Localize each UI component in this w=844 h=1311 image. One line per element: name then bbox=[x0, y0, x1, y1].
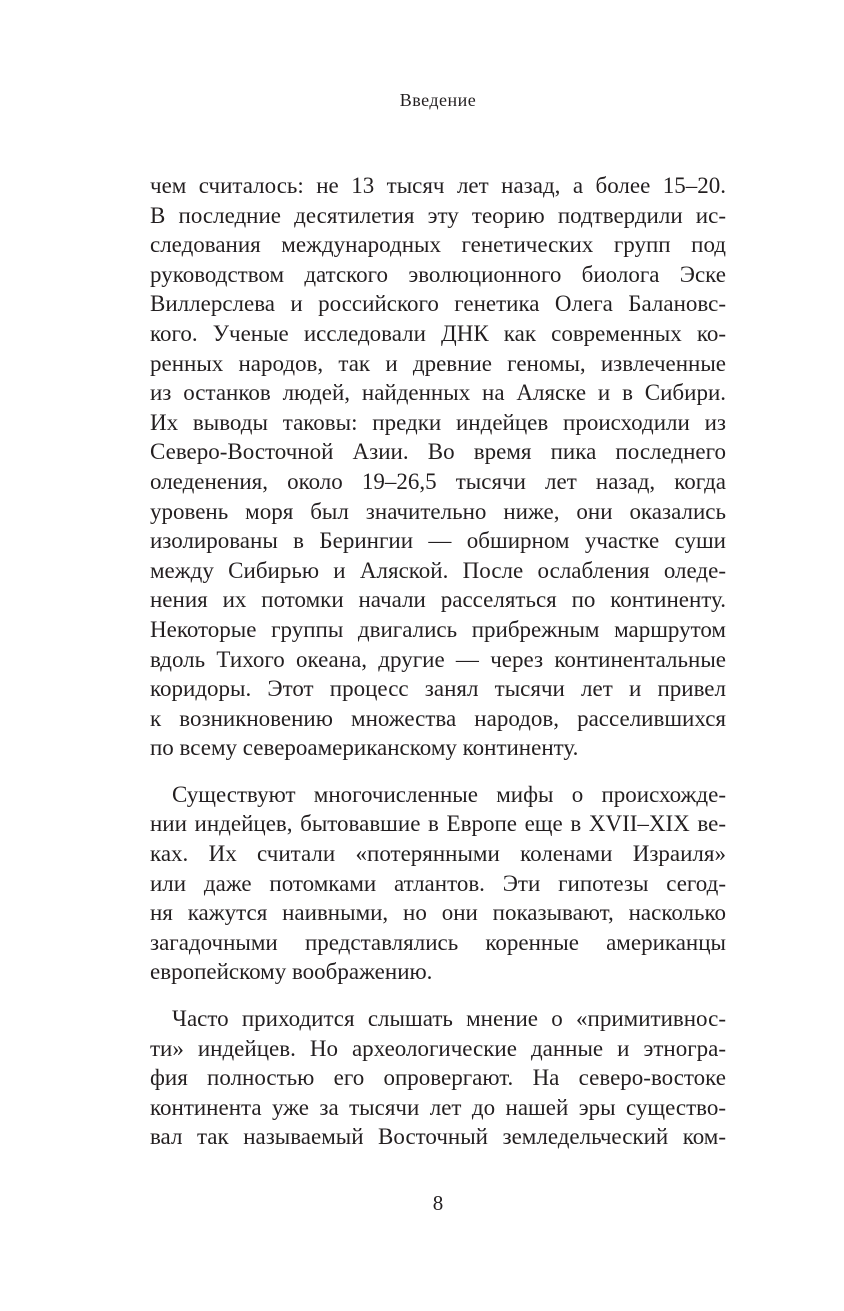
text-line: по всему североамериканскому континенту. bbox=[150, 735, 579, 761]
page-number: 8 bbox=[432, 1191, 444, 1215]
text-line: вдоль Тихого океана, другие — через континентальные bbox=[150, 646, 726, 672]
text-line: к возникновению множества народов, расселившихся bbox=[150, 705, 726, 731]
text-line: Их выводы таковы: предки индейцев происходили из bbox=[150, 409, 726, 435]
text-line: или даже потомками атлантов. Эти гипотезы сегод- bbox=[150, 870, 726, 896]
paragraph bbox=[150, 780, 726, 987]
text-line: чем считалось: не 13 тысяч лет назад, а более 15–20. bbox=[150, 173, 726, 198]
text-line: вал так называемый Восточный земледельческий ком- bbox=[150, 1124, 726, 1150]
text-line: коридоры. Этот процесс занял тысячи лет и привел bbox=[150, 676, 726, 702]
text-line: Виллерслева и российского генетика Олега Балановс- bbox=[150, 291, 726, 317]
text-line: изолированы в Берингии — обширном участке суши bbox=[150, 528, 726, 554]
text-line: Существуют многочисленные мифы о происхожде- bbox=[172, 781, 726, 807]
text-line: кого. Ученые исследовали ДНК как современных ко- bbox=[150, 320, 726, 346]
text-line: загадочными представлялись коренные американцы bbox=[150, 929, 726, 955]
text-line: Часто приходится слышать мнение о «примитивнос- bbox=[172, 1006, 726, 1032]
text-line: европейскому воображению. bbox=[150, 959, 433, 985]
body-text bbox=[150, 171, 726, 1152]
text-line: Северо-Восточной Азии. Во время пика последнего bbox=[150, 439, 726, 465]
paragraph bbox=[150, 1004, 726, 1152]
text-line: между Сибирью и Аляской. После ослабления оледе- bbox=[150, 557, 726, 583]
text-line: В последние десятилетия эту теорию подтвердили ис- bbox=[150, 202, 726, 228]
text-line: оледенения, около 19–26,5 тысячи лет назад, когда bbox=[150, 468, 726, 494]
text-line: ках. Их считали «потерянными коленами Израиля» bbox=[150, 841, 726, 867]
text-line: из останков людей, найденных на Аляске и в Сибири. bbox=[150, 380, 726, 406]
text-line: уровень моря был значительно ниже, они оказались bbox=[150, 498, 726, 524]
text-line: ня кажутся наивными, но они показывают, насколько bbox=[150, 900, 726, 926]
text-line: континента уже за тысячи лет до нашей эры существо- bbox=[150, 1094, 726, 1120]
paragraph bbox=[150, 171, 726, 763]
text-line: нии индейцев, бытовавшие в Европе еще в XVII–XIX ве- bbox=[150, 811, 726, 837]
text-line: ти» индейцев. Но археологические данные и этногра- bbox=[150, 1035, 726, 1061]
text-line: нения их потомки начали расселяться по континенту. bbox=[150, 587, 726, 613]
text-line: Некоторые группы двигались прибрежным маршрутом bbox=[150, 616, 726, 642]
running-title: Введение bbox=[399, 90, 477, 110]
text-line: руководством датского эволюционного биолога Эске bbox=[150, 261, 726, 287]
text-line: следования международных генетических групп под bbox=[150, 232, 726, 258]
text-line: ренных народов, так и древние геномы, извлеченные bbox=[150, 350, 726, 376]
text-line: фия полностью его опровергают. На северо-востоке bbox=[150, 1065, 726, 1091]
